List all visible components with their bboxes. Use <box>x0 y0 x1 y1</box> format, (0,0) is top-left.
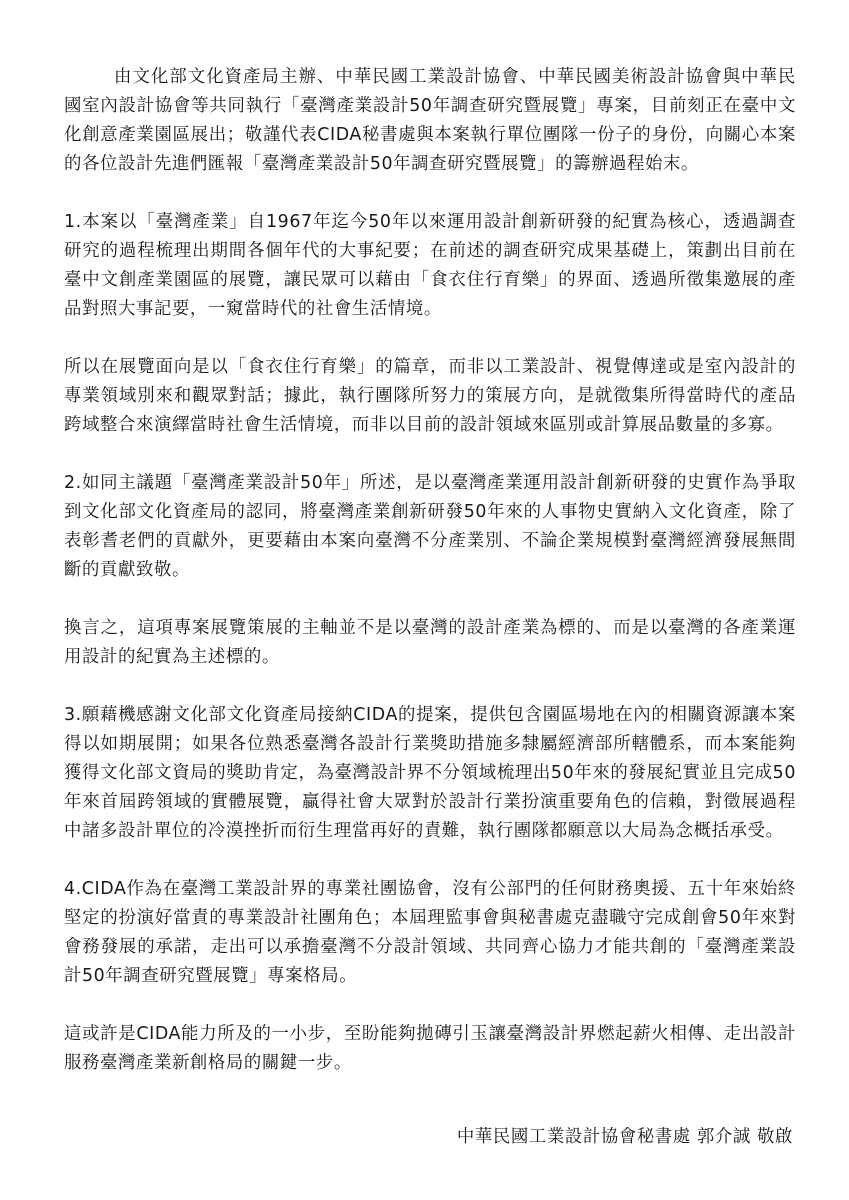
in-other-words-paragraph: 換言之，這項專案展覽策展的主軸並不是以臺灣的設計產業為標的、而是以臺灣的各產業運用設計的紀實為主述標的。 <box>64 618 796 667</box>
closing-paragraph: 這或許是CIDA能力所及的一小步，至盼能夠拋磚引玉讓臺灣設計界燃起薪火相傳、走出設計服務臺灣產業新創格局的關鍵一步。 <box>64 1024 796 1073</box>
point-2-paragraph: 2.如同主議題「臺灣產業設計50年」所述，是以臺灣產業運用設計創新研發的史實作為爭取到文化部文化資產局的認同，將臺灣產業創新研發50年來的人事物史實納入文化資產，除了表彰耆老們的貢獻外，更要藉由本案向臺灣不分產業別、不論企業規模對臺灣經濟發展無間斷的貢獻致敬。 <box>64 473 796 580</box>
exhibition-orientation-paragraph: 所以在展覽面向是以「食衣住行育樂」的篇章，而非以工業設計、視覺傳達或是室內設計的專業領域別來和觀眾對話；據此，執行團隊所努力的策展方向，是就徵集所得當時代的產品跨域整合來演繹當時社會生活情境，而非以目前的設計領域來區別或計算展品數量的多寡。 <box>64 357 796 435</box>
letter-body <box>64 63 796 1078</box>
point-1-paragraph: 1.本案以「臺灣產業」自1967年迄今50年以來運用設計創新研發的紀實為核心，透過調查研究的過程梳理出期間各個年代的大事紀要；在前述的調查研究成果基礎上，策劃出目前在臺中文創產業園區的展覽，讓民眾可以藉由「食衣住行育樂」的界面、透過所徵集邀展的產品對照大事記要，一窺當時代的社會生活情境。 <box>64 212 796 319</box>
signature-line: 中華民國工業設計協會秘書處 郭介誠 敬啟 <box>456 1127 793 1147</box>
point-4-paragraph: 4.CIDA作為在臺灣工業設計界的專業社團協會，沒有公部門的任何財務奧援、五十年來始終堅定的扮演好當責的專業設計社團角色；本屆理監事會與秘書處克盡職守完成創會50年來對會務發展的承諾，走出可以承擔臺灣不分設計領域、共同齊心協力才能共創的「臺灣產業設計50年調查研究暨展覽」專案格局。 <box>64 879 796 986</box>
intro-paragraph: 由文化部文化資產局主辦、中華民國工業設計協會、中華民國美術設計協會與中華民國室內設計協會等共同執行「臺灣產業設計50年調查研究暨展覽」專案，目前刻正在臺中文化創意產業園區展出；敬謹代表CIDA秘書處與本案執行單位團隊一份子的身份，向關心本案的各位設計先進們匯報「臺灣產業設計50年調查研究暨展覽」的籌辦過程始末。 <box>64 67 796 174</box>
point-3-paragraph: 3.願藉機感謝文化部文化資產局接納CIDA的提案，提供包含園區場地在內的相關資源讓本案得以如期展開；如果各位熟悉臺灣各設計行業獎助措施多隸屬經濟部所轄體系，而本案能夠獲得文化部文資局的獎助肯定，為臺灣設計界不分領域梳理出50年來的發展紀實並且完成50年來首屆跨領域的實體展覽，贏得社會大眾對於設計行業扮演重要角色的信賴，對徵展過程中諸多設計單位的冷漠挫折而衍生理當再好的責難，執行團隊都願意以大局為念概括承受。 <box>64 705 796 841</box>
